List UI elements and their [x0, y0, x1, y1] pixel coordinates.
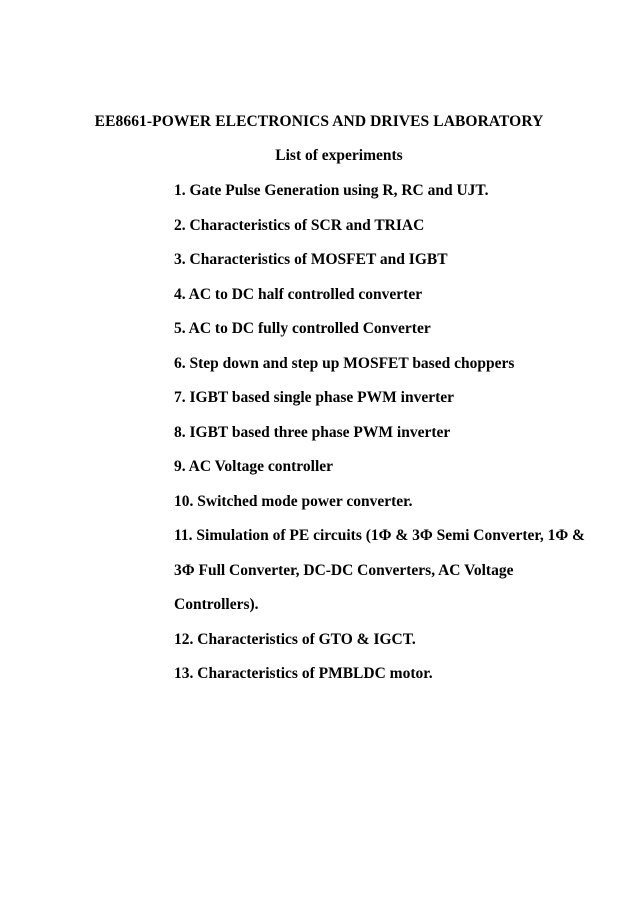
experiment-line: 4. AC to DC half controlled converter [174, 285, 423, 303]
experiment-line: 10. Switched mode power converter. [174, 492, 413, 510]
experiment-line: 5. AC to DC fully controlled Converter [174, 320, 431, 337]
experiment-line: 13. Characteristics of PMBLDC motor. [174, 665, 433, 682]
document-title: EE8661-POWER ELECTRONICS AND DRIVES LABORATORY [94, 113, 544, 130]
experiment-line: 9. AC Voltage controller [174, 458, 334, 475]
experiment-line: 8. IGBT based three phase PWM inverter [174, 423, 451, 441]
experiment-line: 7. IGBT based single phase PWM inverter [174, 389, 455, 406]
experiment-list [174, 181, 585, 699]
experiment-line: Controllers). [174, 596, 259, 613]
experiment-line: 3. Characteristics of MOSFET and IGBT [174, 251, 448, 268]
document-subtitle: List of experiments [275, 147, 403, 164]
experiment-line: 11. Simulation of PE circuits (1Φ & 3Φ Semi Converter, 1Φ & [174, 527, 585, 544]
experiment-line: 6. Step down and step up MOSFET based choppers [174, 354, 515, 372]
experiment-line: 2. Characteristics of SCR and TRIAC [174, 216, 425, 234]
experiment-line: 1. Gate Pulse Generation using R, RC and UJT. [174, 182, 489, 199]
experiment-line: 3Φ Full Converter, DC-DC Converters, AC Voltage [174, 561, 514, 579]
experiment-line: 12. Characteristics of GTO & IGCT. [174, 630, 416, 648]
